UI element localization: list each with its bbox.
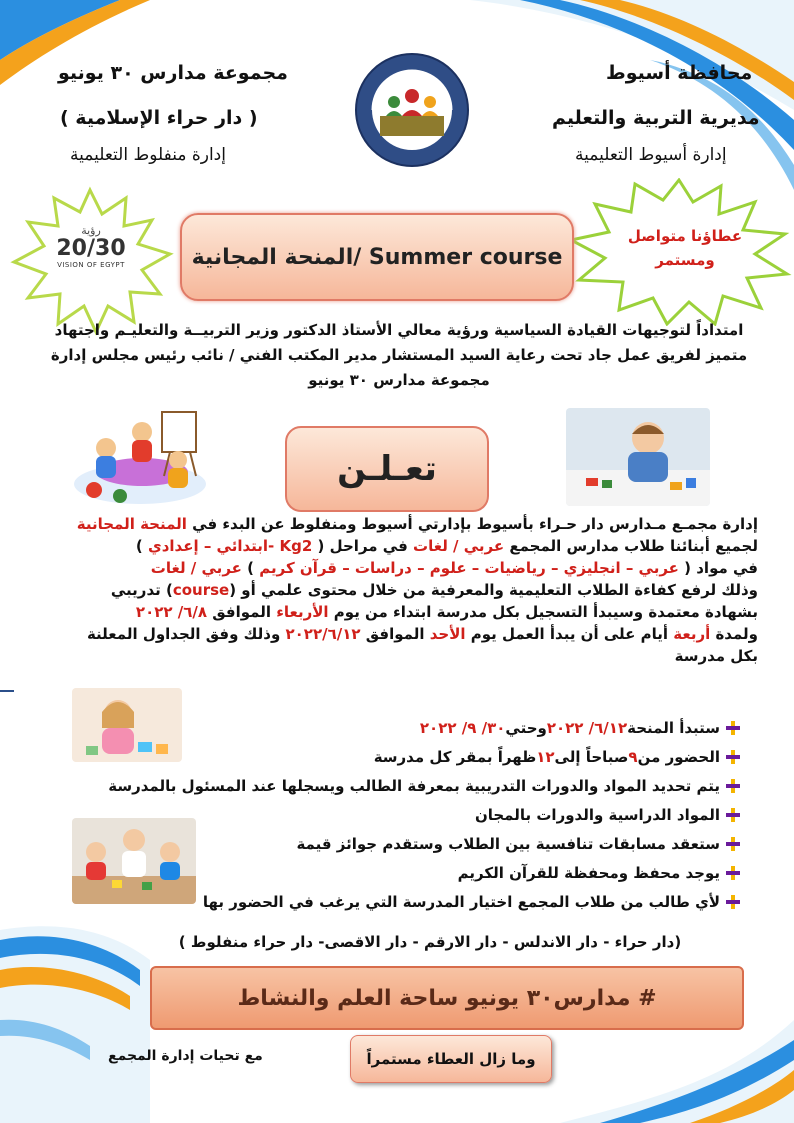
list-item: الحضور من ٩ صباحاً إلى ١٢ ظهراً بمقر كل مدرسة xyxy=(100,742,740,771)
school-group-label: مجموعة مدارس ٣٠ يونيو xyxy=(58,62,288,84)
body-line-2: لجميع أبنائنا طلاب مدارس المجمع عربي / لغات في مراحل ( Kg2 -ابتدائي – إعدادي ) xyxy=(135,537,758,555)
list-item: ستبدأ المنحة ٦/١٢/ ٢٠٢٢ وحتي ٣٠/ ٩/ ٢٠٢٢ xyxy=(100,713,740,742)
body-line-6: ولمدة أربعة أيام على أن يبدأ العمل يوم الأحد الموافق ٢٠٢٢/٦/١٢ وذلك وفق الجداول المعلنة xyxy=(86,625,758,643)
list-item: يتم تحديد المواد والدورات التدريبية بمعرفة الطالب ويسجلها عند المسئول بالمدرسة xyxy=(100,771,740,800)
left-divider xyxy=(0,690,14,692)
continuous-giving-text: عطاؤنا متواصل ومستمر xyxy=(627,227,743,269)
details-list xyxy=(100,713,740,916)
bullet-icon xyxy=(726,837,740,851)
closing-box xyxy=(350,1035,552,1083)
body-line-1: إدارة مجمـع مـدارس دار حـراء بأسيوط بإدارتي أسيوط ومنفلوط عن البدء في المنحة المجانية xyxy=(76,515,758,533)
page-title: المنحة المجانية/ Summer course xyxy=(191,244,563,270)
body-line-5: بشهادة معتمدة وسيبدأ التسجيل بكل مدرسة ابتداء من يوم الأربعاء الموافق ٦/٨/ ٢٠٢٢ xyxy=(135,603,758,621)
administration-label: إدارة أسيوط التعليمية xyxy=(575,145,727,165)
schools-list: (دار حراء - دار الاندلس - دار الارقم - دار الاقصى- دار حراء منفلوط ) xyxy=(178,933,682,951)
intro-paragraph: امتداداً لتوجيهات القيادة السياسية ورؤية معالي الأستاذ الدكتور وزير التربيــة والتعليـم واجتهاد متميز لفريق عمل جاد تحت رعاية السيد المستشار مدير المكتب الفني / نائب رئيس مجلس إدارة مجموعة مدارس ٣٠ يونيو xyxy=(50,321,748,389)
list-item: لأي طالب من طلاب المجمع اختيار المدرسة التي يرغب في الحضور بها xyxy=(100,887,740,916)
bullet-icon xyxy=(726,866,740,880)
governorate-label: محافظة أسيوط xyxy=(606,62,753,84)
school-logo xyxy=(352,50,472,170)
list-item: المواد الدراسية والدورات بالمجان xyxy=(100,800,740,829)
boy-with-blocks-photo xyxy=(566,408,710,506)
body-line-4: وذلك لرفع كفاءة الطلاب التعليمية والمعرفية من خلال محتوى علمي أو (course) تدريبي xyxy=(110,581,758,599)
directorate-label: مديرية التربية والتعليم xyxy=(552,107,760,129)
greeting-text: مع تحيات إدارة المجمع xyxy=(108,1048,263,1064)
bullet-icon xyxy=(726,721,740,735)
list-item: يوجد محفظ ومحفظة للقرآن الكريم xyxy=(100,858,740,887)
body-line-3: في مواد ( عربي – انجليزي – رياضيات – علوم – دراسات – قرآن كريم ) عربي / لغات xyxy=(150,559,758,577)
bullet-icon xyxy=(726,779,740,793)
hashtag-banner xyxy=(150,966,744,1030)
body-line-7: بكل مدرسة xyxy=(674,647,758,665)
title-box xyxy=(180,213,574,301)
kids-drawing-illustration xyxy=(70,398,210,510)
announce-box xyxy=(285,426,489,512)
manfalout-admin-label: إدارة منفلوط التعليمية xyxy=(70,145,226,165)
vision-2030-text: رؤية 20/30 VISION OF EGYPT xyxy=(56,224,126,269)
school-name-label: ( دار حراء الإسلامية ) xyxy=(60,107,258,129)
hashtag-banner-text: # مدارس٣٠ يونيو ساحة العلم والنشاط xyxy=(237,985,657,1011)
list-item: ستعقد مسابقات تنافسية بين الطلاب وستقدم جوائز قيمة xyxy=(100,829,740,858)
body-paragraph xyxy=(40,513,758,667)
closing-text: وما زال العطاء مستمراً xyxy=(366,1050,536,1068)
bullet-icon xyxy=(726,750,740,764)
bullet-icon xyxy=(726,808,740,822)
announce-label: تعـلـن xyxy=(337,449,437,489)
